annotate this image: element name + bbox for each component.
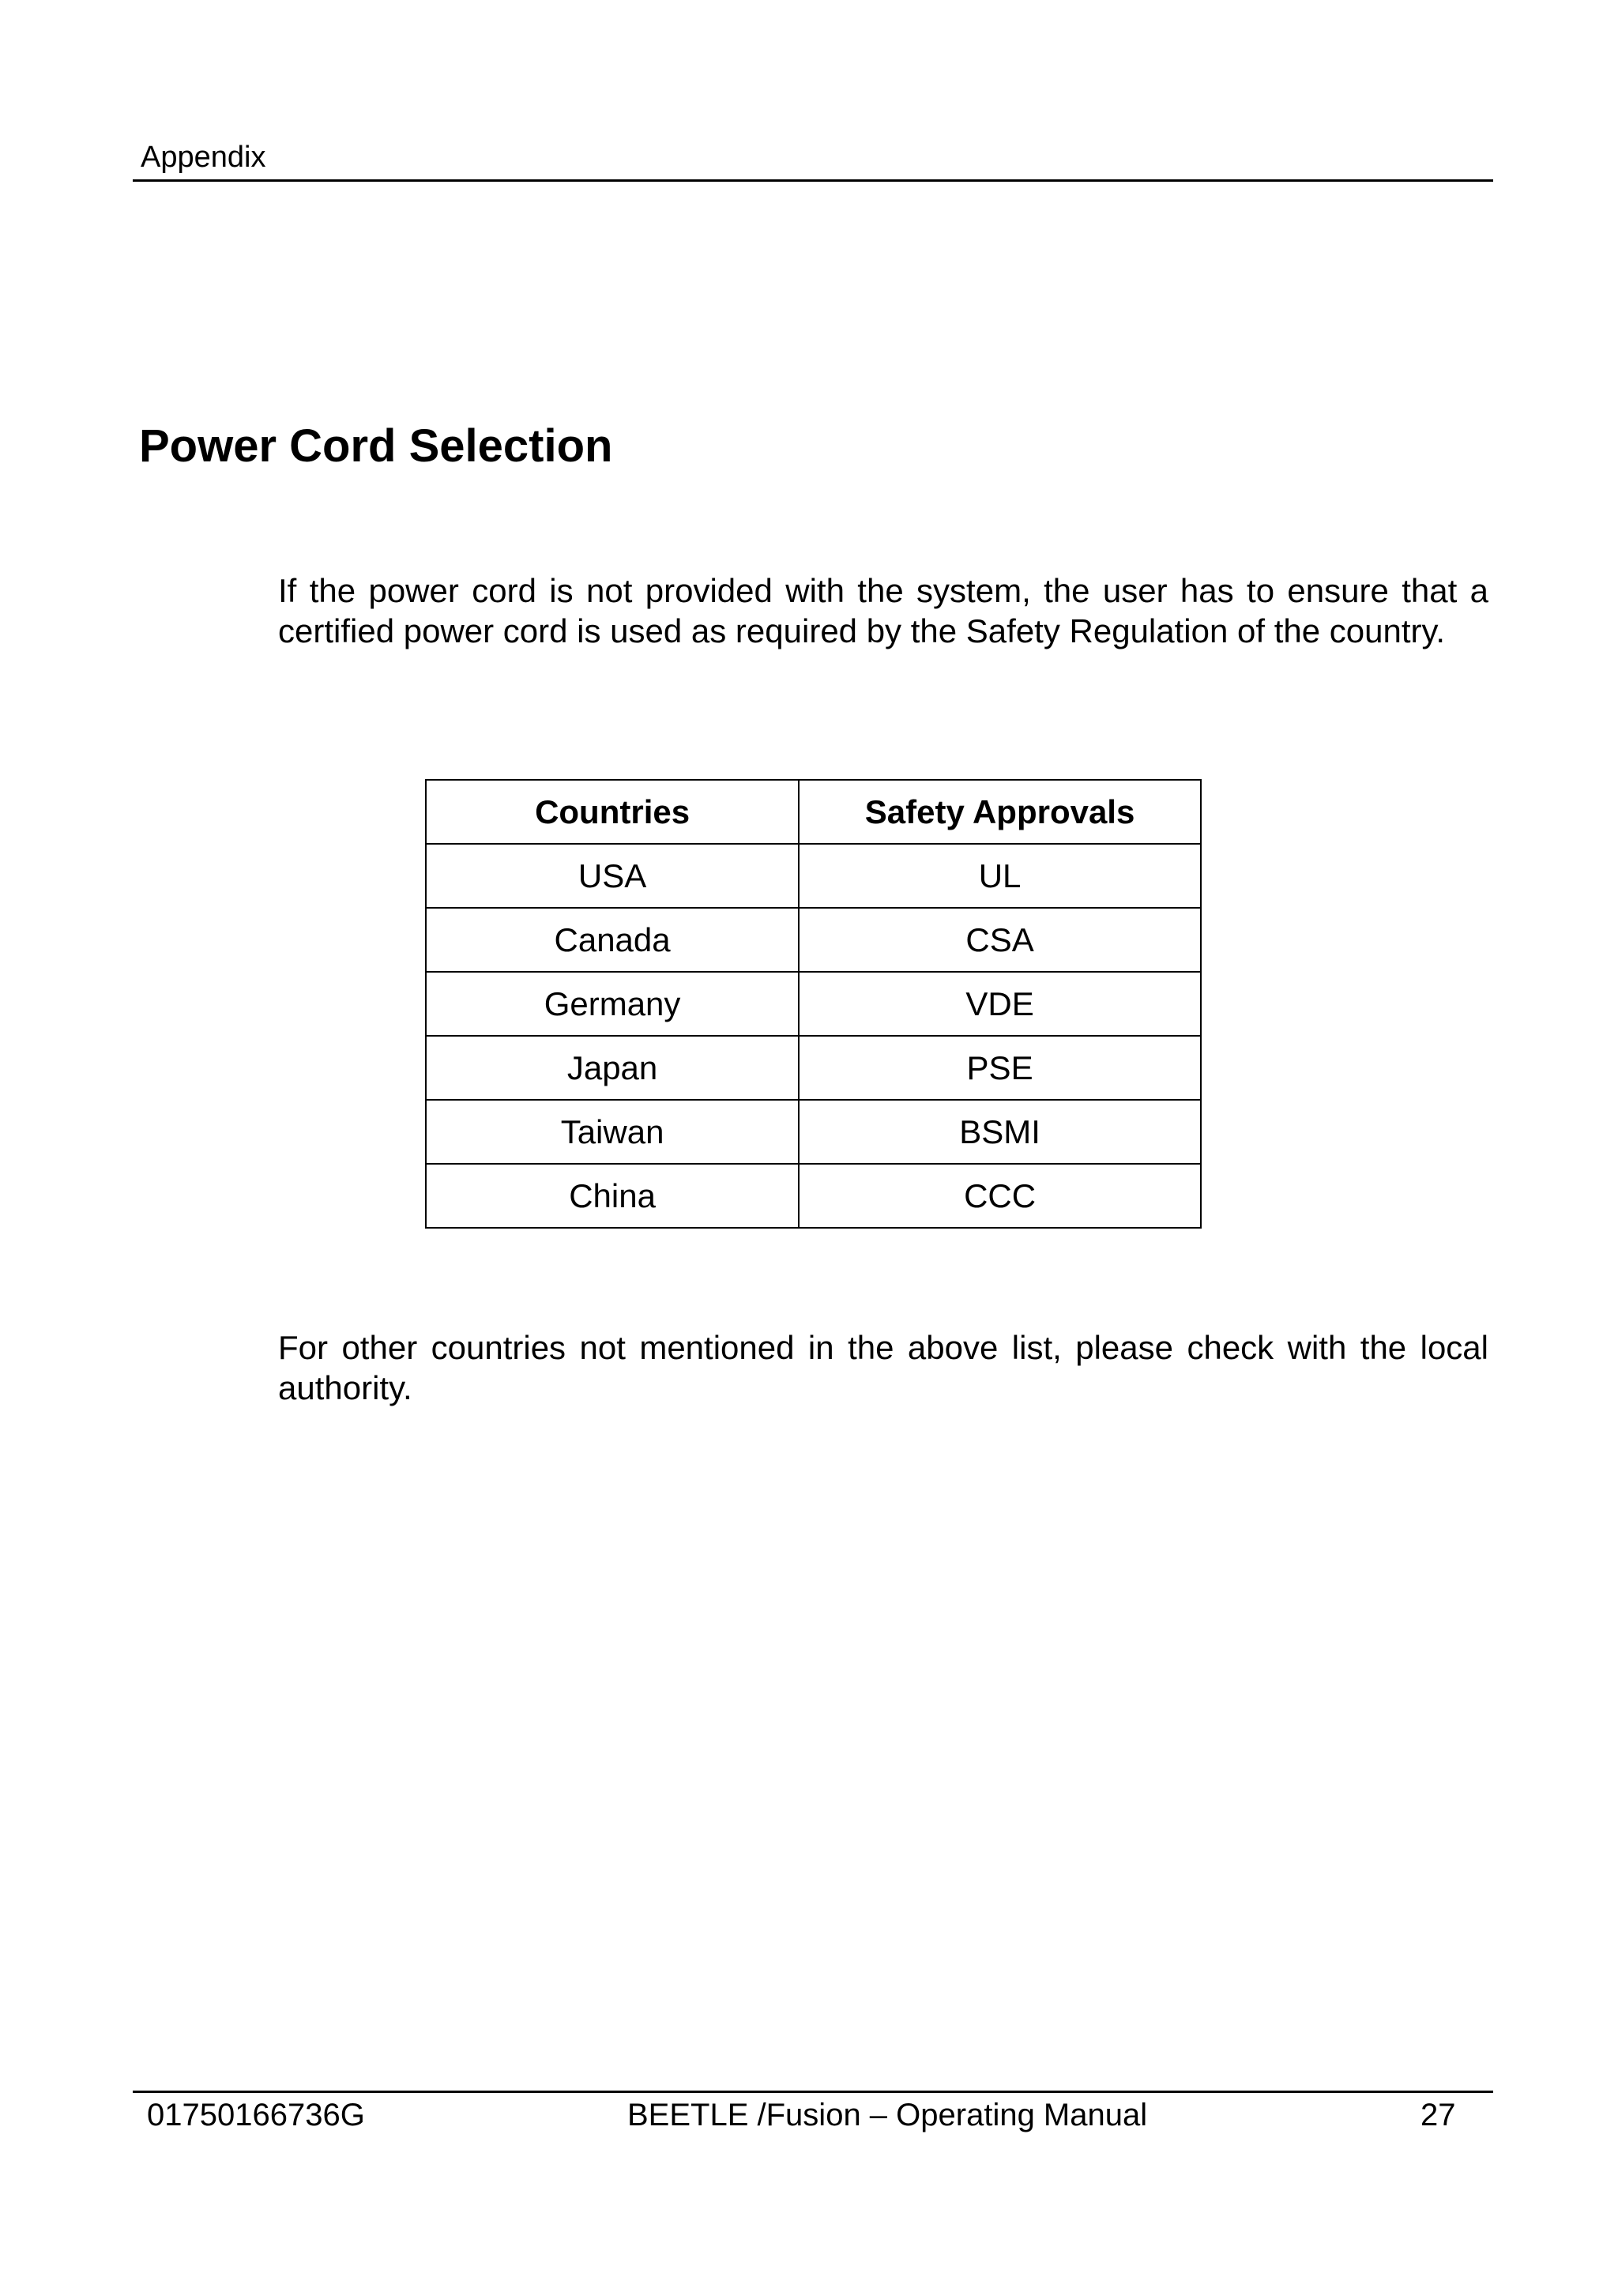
column-header-safety-approvals: Safety Approvals: [799, 780, 1201, 844]
table-row: [426, 972, 1201, 1036]
country-cell: Japan: [426, 1036, 799, 1100]
country-cell: Germany: [426, 972, 799, 1036]
country-cell: Taiwan: [426, 1100, 799, 1164]
table-row: [426, 1164, 1201, 1228]
document-number: 01750166736G: [147, 2098, 365, 2132]
manual-title: BEETLE /Fusion – Operating Manual: [627, 2098, 1148, 2132]
page-number: 27: [1420, 2098, 1456, 2132]
country-cell: Canada: [426, 908, 799, 972]
column-header-countries: Countries: [426, 780, 799, 844]
approval-cell: CSA: [799, 908, 1201, 972]
page-title: Power Cord Selection: [139, 420, 613, 472]
approval-cell: BSMI: [799, 1100, 1201, 1164]
table-row: [426, 908, 1201, 972]
approval-cell: VDE: [799, 972, 1201, 1036]
table-row: [426, 1036, 1201, 1100]
approval-cell: CCC: [799, 1164, 1201, 1228]
running-header: Appendix: [141, 141, 266, 174]
safety-approvals-table: [425, 779, 1202, 1229]
approval-cell: PSE: [799, 1036, 1201, 1100]
intro-paragraph: If the power cord is not provided with the system, the user has to ensure that a certified power cord is used as required by the Safety Regulation of the country.: [278, 572, 1488, 649]
approval-cell: UL: [799, 844, 1201, 908]
country-cell: USA: [426, 844, 799, 908]
table-header-row: [426, 780, 1201, 844]
country-cell: China: [426, 1164, 799, 1228]
table-row: [426, 1100, 1201, 1164]
header-divider: [133, 179, 1493, 182]
footer-divider: [133, 2091, 1493, 2093]
closing-paragraph: For other countries not mentioned in the above list, please check with the local authority.: [278, 1329, 1488, 1406]
table-row: [426, 844, 1201, 908]
